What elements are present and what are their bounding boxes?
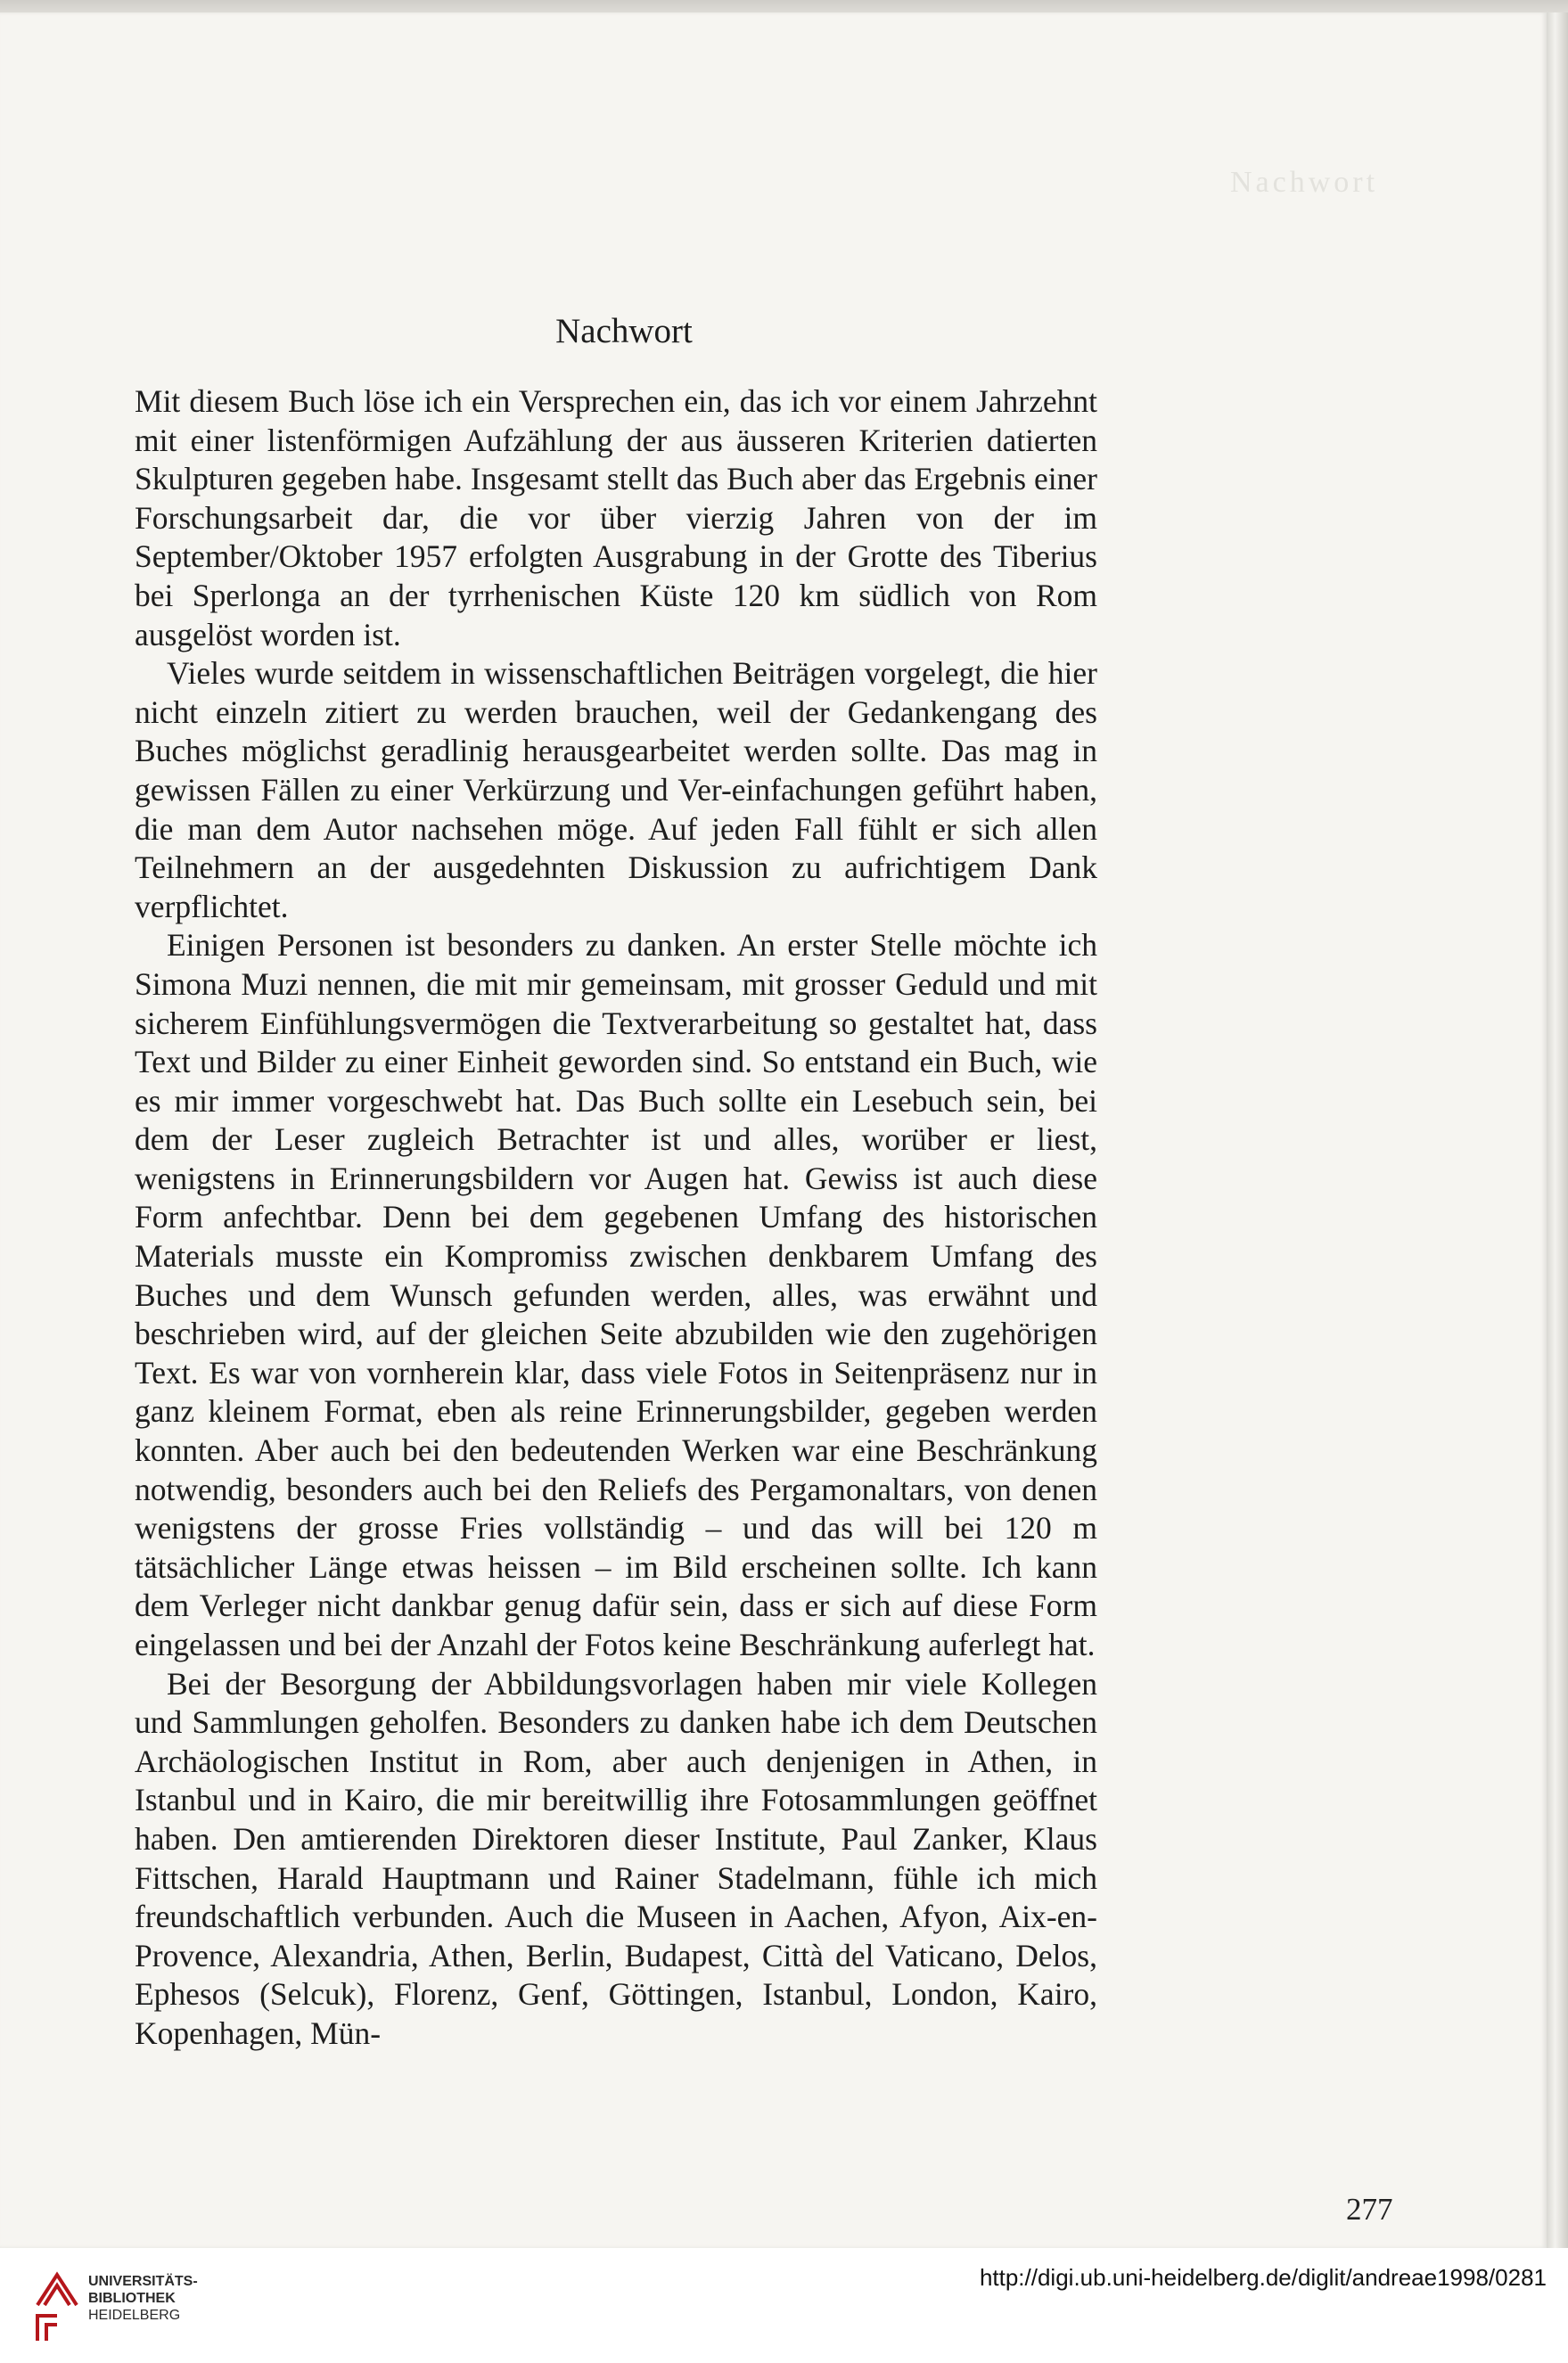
logo-line-1: UNIVERSITÄTS- bbox=[88, 2274, 198, 2289]
page-number: 277 bbox=[1346, 2192, 1393, 2227]
paragraph: Einigen Personen ist besonders zu danken. An erster Stelle möchte ich Simona Muzi nennen, die mit mir gemeinsam, mit grosser Geduld und mit sicherem Einfühlungsvermögen die Textverarbeitung so gestaltet hat, dass Text und Bilder zu einer Einheit geworden sind. So entstand ein Buch, wie es mir immer vorgeschwebt hat. Das Buch sollte ein Lesebuch sein, bei dem der Leser zugleich Betrachter ist und alles, worüber er liest, wenigstens in Erinnerungsbildern vor Augen hat. Gewiss ist auch diese Form anfechtbar. Denn bei dem gegebenen Umfang des historischen Materials musste ein Kompromiss zwischen denkbarem Umfang des Buches und dem Wunsch gefunden werden, alles, was erwähnt und beschrieben wird, auf der gleichen Seite abzubilden wie den zugehörigen Text. Es war von vornherein klar, dass viele Fotos in Seitenpräsenz nur in ganz kleinem Format, eben als reine Erinnerungsbilder, gegeben werden konnten. Aber auch bei den bedeutenden Werken war eine Beschränkung notwendig, besonders auch bei den Reliefs des Pergamonaltars, von denen wenigstens der grosse Fries vollständig – und das will bei 120 m tätsächlicher Länge etwas heissen – im Bild erscheinen sollte. Ich kann dem Verleger nicht dankbar genug dafür sein, dass er sich auf diese Form eingelassen und bei der Anzahl der Fotos keine Beschränkung auferlegt hat. bbox=[135, 927, 1097, 1662]
paragraph: Mit diesem Buch löse ich ein Versprechen ein, das ich vor einem Jahrzehnt mit einer listenförmigen Aufzählung der aus äusseren Kriterien datierten Skulpturen gegeben habe. Insgesamt stellt das Buch aber das Ergebnis einer Forschungsarbeit dar, die vor über vierzig Jahren von der im September/Oktober 1957 erfolgten Ausgrabung in der Grotte des Tiberius bei Sperlonga an der tyrrhenischen Küste 120 km südlich von Rom ausgelöst worden ist. bbox=[135, 383, 1097, 652]
permalink-url[interactable]: http://digi.ub.uni-heidelberg.de/diglit/andreae1998/0281 bbox=[979, 2264, 1547, 2291]
footer-bar bbox=[0, 2248, 1568, 2363]
library-logo-icon bbox=[34, 2266, 80, 2344]
body-text bbox=[135, 382, 1097, 2054]
paragraph: Bei der Besorgung der Abbildungsvorlagen haben mir viele Kollegen und Sammlungen geholfen. Besonders zu danken habe ich dem Deutschen Archäologischen Institut in Rom, aber auch denjenigen in Athen, in Istanbul und in Kairo, die mir bereitwillig ihre Fotosammlungen geöffnet haben. Den amtierenden Direktoren dieser Institute, Paul Zanker, Klaus Fittschen, Harald Hauptmann und Rainer Stadelmann, fühle ich mich freundschaftlich verbunden. Auch die Museen in Aachen, Afyon, Aix-en-Provence, Alexandria, Athen, Berlin, Budapest, Città del Vaticano, Delos, Ephesos (Selcuk), Florenz, Genf, Göttingen, Istanbul, London, Kairo, Kopenhagen, Mün- bbox=[135, 1665, 1097, 2051]
book-page bbox=[0, 12, 1547, 2248]
page-title: Nachwort bbox=[555, 312, 693, 350]
page-edge bbox=[1547, 12, 1568, 2248]
show-through-header: Nachwort bbox=[1230, 166, 1379, 199]
paragraph: Vieles wurde seitdem in wissenschaftlichen Beiträgen vorgelegt, die hier nicht einzeln zitiert zu werden brauchen, weil der Gedankengang des Buches möglichst geradlinig herausgearbeitet werden sollte. Das mag in gewissen Fällen zu einer Verkürzung und Ver-einfachungen geführt haben, die man dem Autor nachsehen möge. Auf jeden Fall fühlt er sich allen Teilnehmern an der ausgedehnten Diskussion zu aufrichtigem Dank verpflichtet. bbox=[135, 655, 1097, 924]
library-logo-text bbox=[88, 2273, 198, 2324]
logo-line-2: BIBLIOTHEK bbox=[88, 2291, 176, 2306]
logo-line-3: HEIDELBERG bbox=[88, 2308, 181, 2323]
